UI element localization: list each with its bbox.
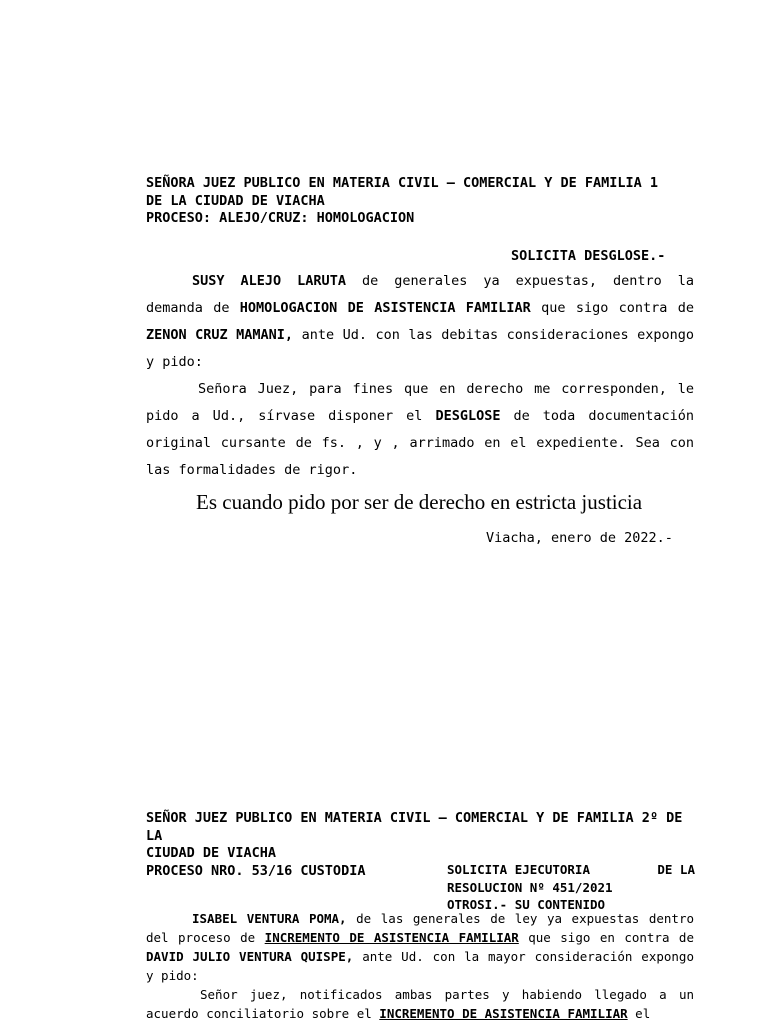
doc2-paragraph-1: ISABEL VENTURA POMA, de las generales de ley ya expuestas dentro del proceso de INCREMENTO DE ASISTENCIA FAMILIAR que sigo en contra de DAVID JULIO VENTURA QUISPE, ante Ud. con la mayor consideración expongo y pido: bbox=[146, 911, 694, 983]
doc2-paragraph-2: Señor juez, notificados ambas partes y habiendo llegado a un acuerdo conciliatorio sobre el INCREMENTO DE ASISTENCIA FAMILIAR el bbox=[146, 987, 694, 1021]
doc1-body bbox=[146, 268, 694, 484]
doc2-header-line-1: SEÑOR JUEZ PUBLICO EN MATERIA CIVIL – COMERCIAL Y DE FAMILIA 2º DE LA bbox=[146, 810, 683, 844]
requested-action: DESGLOSE bbox=[435, 408, 501, 424]
petition-line-3: OTROSI.- SU CONTENIDO bbox=[447, 897, 606, 912]
doc1-petition-title: SOLICITA DESGLOSE.- bbox=[511, 248, 666, 264]
petition-line-1: SOLICITA EJECUTORIA bbox=[447, 862, 590, 877]
doc1-header-line-2: DE LA CIUDAD DE VIACHA bbox=[146, 192, 325, 209]
case-type-2: INCREMENTO DE ASISTENCIA FAMILIAR bbox=[379, 1006, 628, 1021]
doc1-header-line-3: PROCESO: ALEJO/CRUZ: HOMOLOGACION bbox=[146, 210, 415, 226]
defendant-name: ZENON CRUZ MAMANI, bbox=[146, 327, 294, 343]
doc1-paragraph-2: Señora Juez, para fines que en derecho me corresponden, le pido a Ud., sírvase disponer el DESGLOSE de toda documentación original cursante de fs. , y , arrimado en el expediente. Sea con las formalidades de rigor. bbox=[146, 381, 694, 478]
doc1-header-line-1: SEÑORA JUEZ PUBLICO EN MATERIA CIVIL – COMERCIAL Y DE FAMILIA 1 bbox=[146, 175, 659, 191]
doc1-closing: Es cuando pido por ser de derecho en estricta justicia bbox=[196, 490, 643, 514]
doc2-body bbox=[146, 909, 694, 1023]
plaintiff-name: SUSY ALEJO LARUTA bbox=[192, 273, 346, 289]
case-type: HOMOLOGACION DE ASISTENCIA FAMILIAR bbox=[239, 300, 531, 316]
defendant-name: DAVID JULIO VENTURA QUISPE, bbox=[146, 949, 354, 964]
doc1-date: Viacha, enero de 2022.- bbox=[486, 530, 673, 546]
doc1-header bbox=[146, 175, 694, 228]
petition-line-2: RESOLUCION Nº 451/2021 bbox=[447, 879, 613, 895]
plaintiff-name: ISABEL VENTURA POMA, bbox=[192, 911, 347, 926]
case-type: INCREMENTO DE ASISTENCIA FAMILIAR bbox=[264, 930, 519, 945]
doc2-header-line-3: PROCESO NRO. 53/16 CUSTODIA bbox=[146, 862, 366, 879]
doc2-petition-title: SOLICITA EJECUTORIA DE LA RESOLUCION Nº 451/2021 OTROSI.- SU CONTENIDO bbox=[447, 862, 695, 912]
doc2-header-line-2: CIUDAD DE VIACHA bbox=[146, 845, 277, 861]
doc1-paragraph-1: SUSY ALEJO LARUTA de generales ya expuestas, dentro la demanda de HOMOLOGACION DE ASISTENCIA FAMILIAR que sigo contra de ZENON CRUZ MAMANI, ante Ud. con las debitas consideraciones expongo y pido: bbox=[146, 273, 694, 370]
